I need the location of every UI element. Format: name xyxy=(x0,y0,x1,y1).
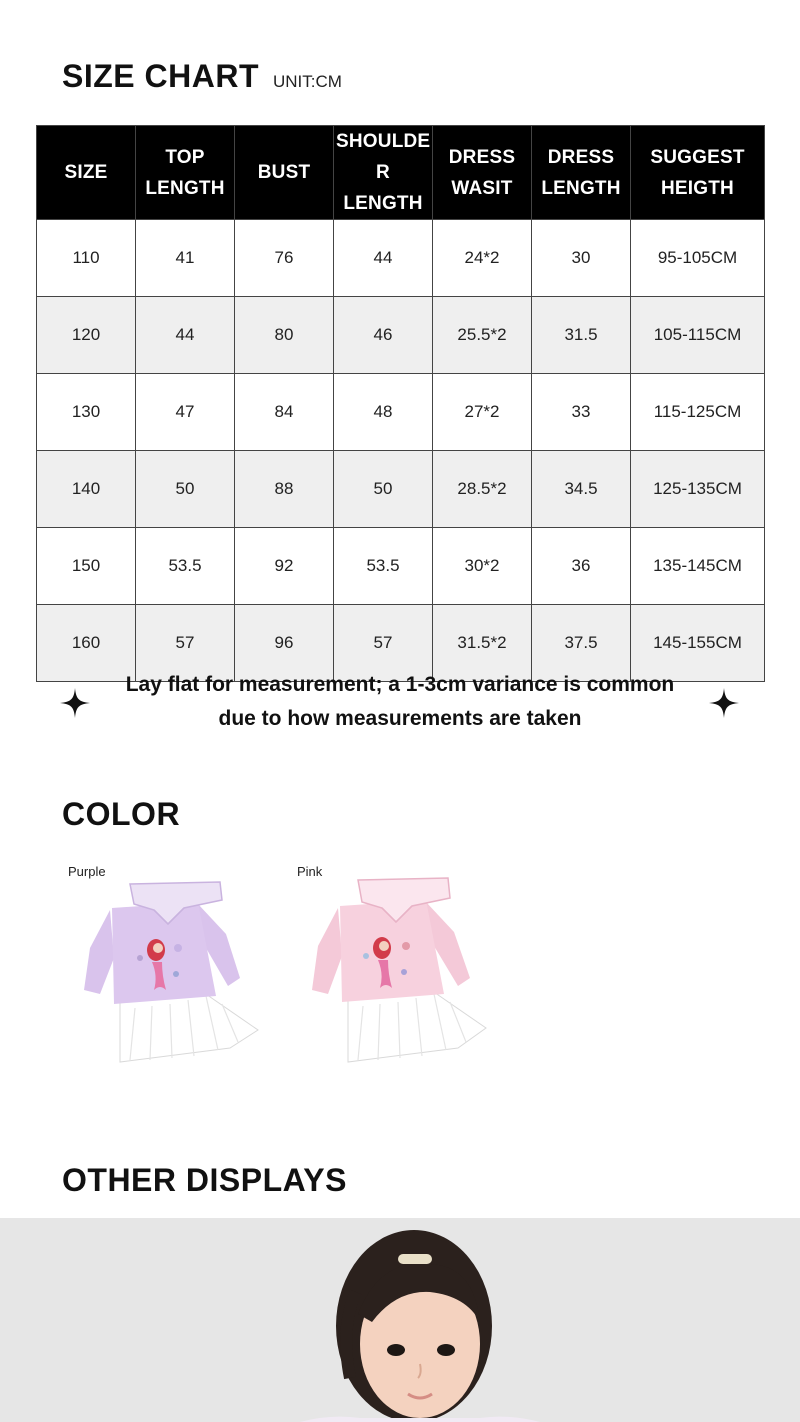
table-cell: 130 xyxy=(37,374,136,451)
table-cell: 27*2 xyxy=(433,374,532,451)
header-size xyxy=(37,126,136,220)
table-cell: 30 xyxy=(532,220,631,297)
measurement-note-line2: due to how measurements are taken xyxy=(218,707,582,730)
table-cell: 31.5*2 xyxy=(433,605,532,682)
header-dress-waist-line1: DRESS xyxy=(448,146,516,168)
header-bust-line1: BUST xyxy=(257,162,311,183)
color-option-pink-image[interactable] xyxy=(308,872,488,1069)
table-cell: 41 xyxy=(136,220,235,297)
header-dress-waist xyxy=(433,126,532,220)
table-cell: 46 xyxy=(334,297,433,374)
table-cell: 95-105CM xyxy=(631,220,765,297)
size-chart-header-row xyxy=(37,126,765,220)
table-cell: 50 xyxy=(136,451,235,528)
table-cell: 84 xyxy=(235,374,334,451)
table-cell: 44 xyxy=(136,297,235,374)
table-row xyxy=(37,374,765,451)
measurement-note xyxy=(88,668,712,736)
table-cell: 96 xyxy=(235,605,334,682)
table-row xyxy=(37,220,765,297)
color-option-purple-label: Purple xyxy=(68,864,106,879)
table-cell: 76 xyxy=(235,220,334,297)
table-cell: 28.5*2 xyxy=(433,451,532,528)
model-photo-panel xyxy=(0,1218,800,1422)
table-cell: 50 xyxy=(334,451,433,528)
table-cell: 25.5*2 xyxy=(433,297,532,374)
model-photo xyxy=(0,1218,800,1422)
table-cell: 24*2 xyxy=(433,220,532,297)
table-cell: 33 xyxy=(532,374,631,451)
table-cell: 160 xyxy=(37,605,136,682)
table-cell: 36 xyxy=(532,528,631,605)
table-cell: 44 xyxy=(334,220,433,297)
header-dress-length xyxy=(532,126,631,220)
header-dress-length-line2: LENGTH xyxy=(541,177,621,199)
measurement-note-line1: Lay flat for measurement; a 1-3cm variance is common xyxy=(125,673,675,696)
color-section-title: COLOR xyxy=(62,796,181,832)
header-suggest-line2: HEIGTH xyxy=(661,177,734,199)
table-cell: 80 xyxy=(235,297,334,374)
table-row xyxy=(37,528,765,605)
table-cell: 145-155CM xyxy=(631,605,765,682)
table-cell: 150 xyxy=(37,528,136,605)
header-suggest-line1: SUGGEST xyxy=(650,146,745,168)
table-cell: 105-115CM xyxy=(631,297,765,374)
sparkle-icon-right xyxy=(709,688,739,718)
color-option-purple-image[interactable] xyxy=(80,878,260,1069)
table-cell: 47 xyxy=(136,374,235,451)
table-row xyxy=(37,451,765,528)
size-chart-header xyxy=(62,58,342,95)
table-cell: 140 xyxy=(37,451,136,528)
table-cell: 53.5 xyxy=(136,528,235,605)
table-cell: 115-125CM xyxy=(631,374,765,451)
size-chart-unit: UNIT:CM xyxy=(273,72,342,91)
table-cell: 57 xyxy=(136,605,235,682)
table-cell: 88 xyxy=(235,451,334,528)
table-cell: 57 xyxy=(334,605,433,682)
table-cell: 92 xyxy=(235,528,334,605)
table-cell: 31.5 xyxy=(532,297,631,374)
header-top-length-line2: LENGTH xyxy=(145,177,225,199)
other-displays-title: OTHER DISPLAYS xyxy=(62,1162,347,1198)
table-cell: 120 xyxy=(37,297,136,374)
table-cell: 30*2 xyxy=(433,528,532,605)
table-cell: 34.5 xyxy=(532,451,631,528)
header-dress-length-line1: DRESS xyxy=(547,146,615,168)
header-shoulder-line1: SHOULDE xyxy=(336,131,431,152)
header-top-length-line1: TOP xyxy=(165,146,205,168)
color-option-pink-label: Pink xyxy=(297,864,323,879)
table-cell: 53.5 xyxy=(334,528,433,605)
size-chart-title: SIZE CHART xyxy=(62,58,259,94)
table-cell: 110 xyxy=(37,220,136,297)
header-dress-waist-line2: WASIT xyxy=(451,177,513,199)
table-row xyxy=(37,297,765,374)
header-bust xyxy=(235,126,334,220)
table-cell: 48 xyxy=(334,374,433,451)
header-size-line1: SIZE xyxy=(64,162,108,183)
table-cell: 37.5 xyxy=(532,605,631,682)
header-suggest-height xyxy=(631,126,765,220)
table-cell: 125-135CM xyxy=(631,451,765,528)
header-top-length xyxy=(136,126,235,220)
sparkle-icon-left xyxy=(60,688,90,718)
size-chart-table xyxy=(36,125,765,682)
header-shoulder-line2: R LENGTH xyxy=(343,162,423,214)
table-cell: 135-145CM xyxy=(631,528,765,605)
header-shoulder-length xyxy=(334,126,433,220)
